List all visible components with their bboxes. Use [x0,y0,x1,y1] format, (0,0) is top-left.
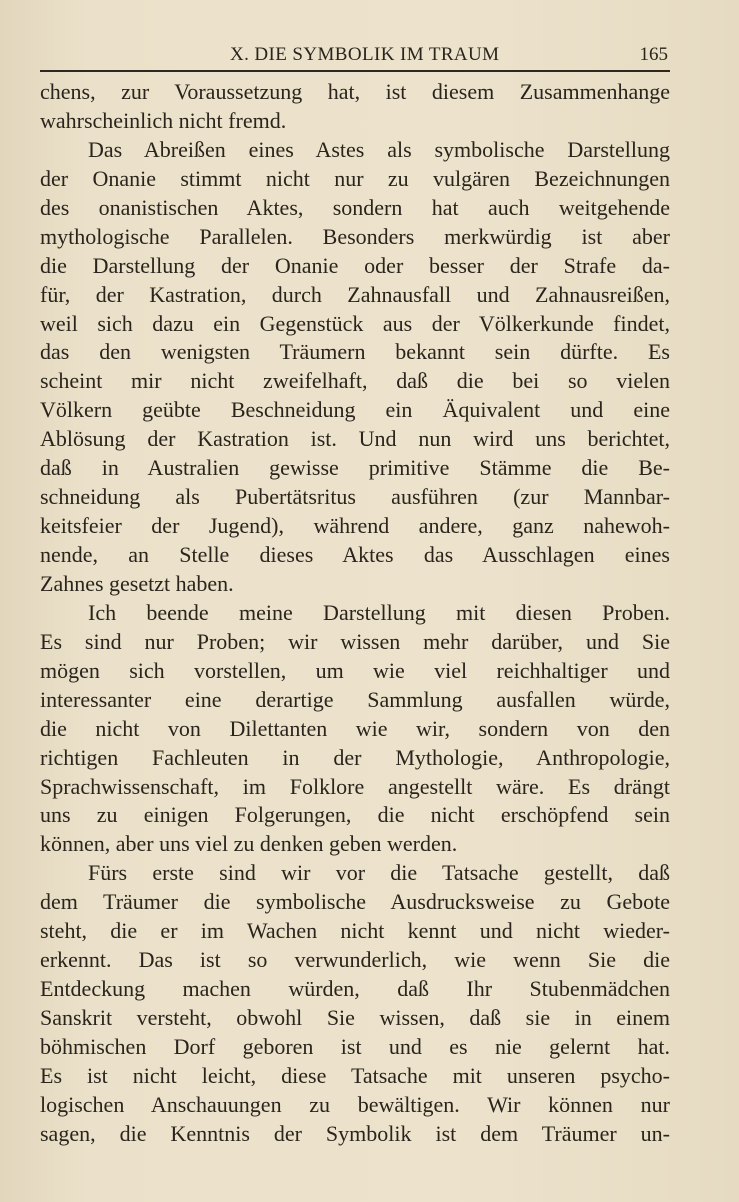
text-line: keitsfeier der Jugend), während andere, ganz nahewoh- [40,513,670,539]
text-line: mögen sich vorstellen, um wie viel reichhaltiger und [40,657,670,683]
text-line: können, aber uns viel zu denken geben werden. [40,831,458,857]
text-line: die Darstellung der Onanie oder besser der Strafe da- [40,252,670,278]
text-line: Es ist nicht leicht, diese Tatsache mit unseren psycho- [40,1062,670,1088]
text-line: Entdeckung machen würden, daß Ihr Stubenmädchen [40,976,670,1002]
text-line: mythologische Parallelen. Besonders merkwürdig ist aber [40,223,670,249]
text-line: erkennt. Das ist so verwunderlich, wie wenn Sie die [40,947,670,973]
text-line: des onanistischen Aktes, sondern hat auch weitgehende [40,194,670,220]
page-number: 165 [639,44,668,65]
page-header [40,44,670,70]
text-line: chens, zur Voraussetzung hat, ist diesem Zusammenhange [40,79,670,104]
text-line: Ablösung der Kastration ist. Und nun wird uns berichtet, [40,426,670,452]
text-line: Das Abreißen eines Astes als symbolische Darstellung [88,136,670,162]
text-line: nende, an Stelle dieses Aktes das Ausschlagen eines [40,542,670,567]
text-line: schneidung als Pubertätsritus ausführen (zur Mannbar- [40,484,670,510]
text-line: die nicht von Dilettanten wie wir, sondern von den [40,715,670,741]
text-line: Ich beende meine Darstellung mit diesen Proben. [88,599,670,625]
running-title: X. DIE SYMBOLIK IM TRAUM [230,44,500,65]
text-line: Fürs erste sind wir vor die Tatsache gestellt, daß [88,860,670,886]
text-line: richtigen Fachleuten in der Mythologie, Anthropologie, [40,744,670,770]
text-line: steht, die er im Wachen nicht kennt und nicht wieder- [40,918,670,944]
text-line: daß in Australien gewisse primitive Stämme die Be- [40,455,670,481]
header-rule [40,70,670,72]
body-text [40,78,670,1149]
text-line: für, der Kastration, durch Zahnausfall und Zahnausreißen, [40,281,670,307]
text-line: wahrscheinlich nicht fremd. [40,107,287,133]
text-line: Zahnes gesetzt haben. [40,570,234,596]
text-line: scheint mir nicht zweifelhaft, daß die bei so vielen [40,368,670,394]
text-line: interessanter eine derartige Sammlung ausfallen würde, [40,686,670,712]
text-line: weil sich dazu ein Gegenstück aus der Völkerkunde findet, [40,310,670,336]
text-line: logischen Anschauungen zu bewältigen. Wir können nur [40,1091,670,1117]
text-line: der Onanie stimmt nicht nur zu vulgären Bezeichnungen [40,165,670,191]
text-line: Sanskrit versteht, obwohl Sie wissen, daß sie in einem [40,1005,670,1030]
text-line: dem Träumer die symbolische Ausdrucksweise zu Gebote [40,889,670,915]
text-line: Sprachwissenschaft, im Folklore angestellt wäre. Es drängt [40,773,670,799]
text-line: uns zu einigen Folgerungen, die nicht erschöpfend sein [40,802,670,828]
text-line: Völkern geübte Beschneidung ein Äquivalent und eine [40,397,670,423]
text-line: Es sind nur Proben; wir wissen mehr darüber, und Sie [40,628,670,654]
text-line: das den wenigsten Träumern bekannt sein dürfte. Es [40,339,670,365]
text-line: sagen, die Kenntnis der Symbolik ist dem Träumer un- [40,1120,670,1146]
text-line: böhmischen Dorf geboren ist und es nie gelernt hat. [40,1033,670,1059]
